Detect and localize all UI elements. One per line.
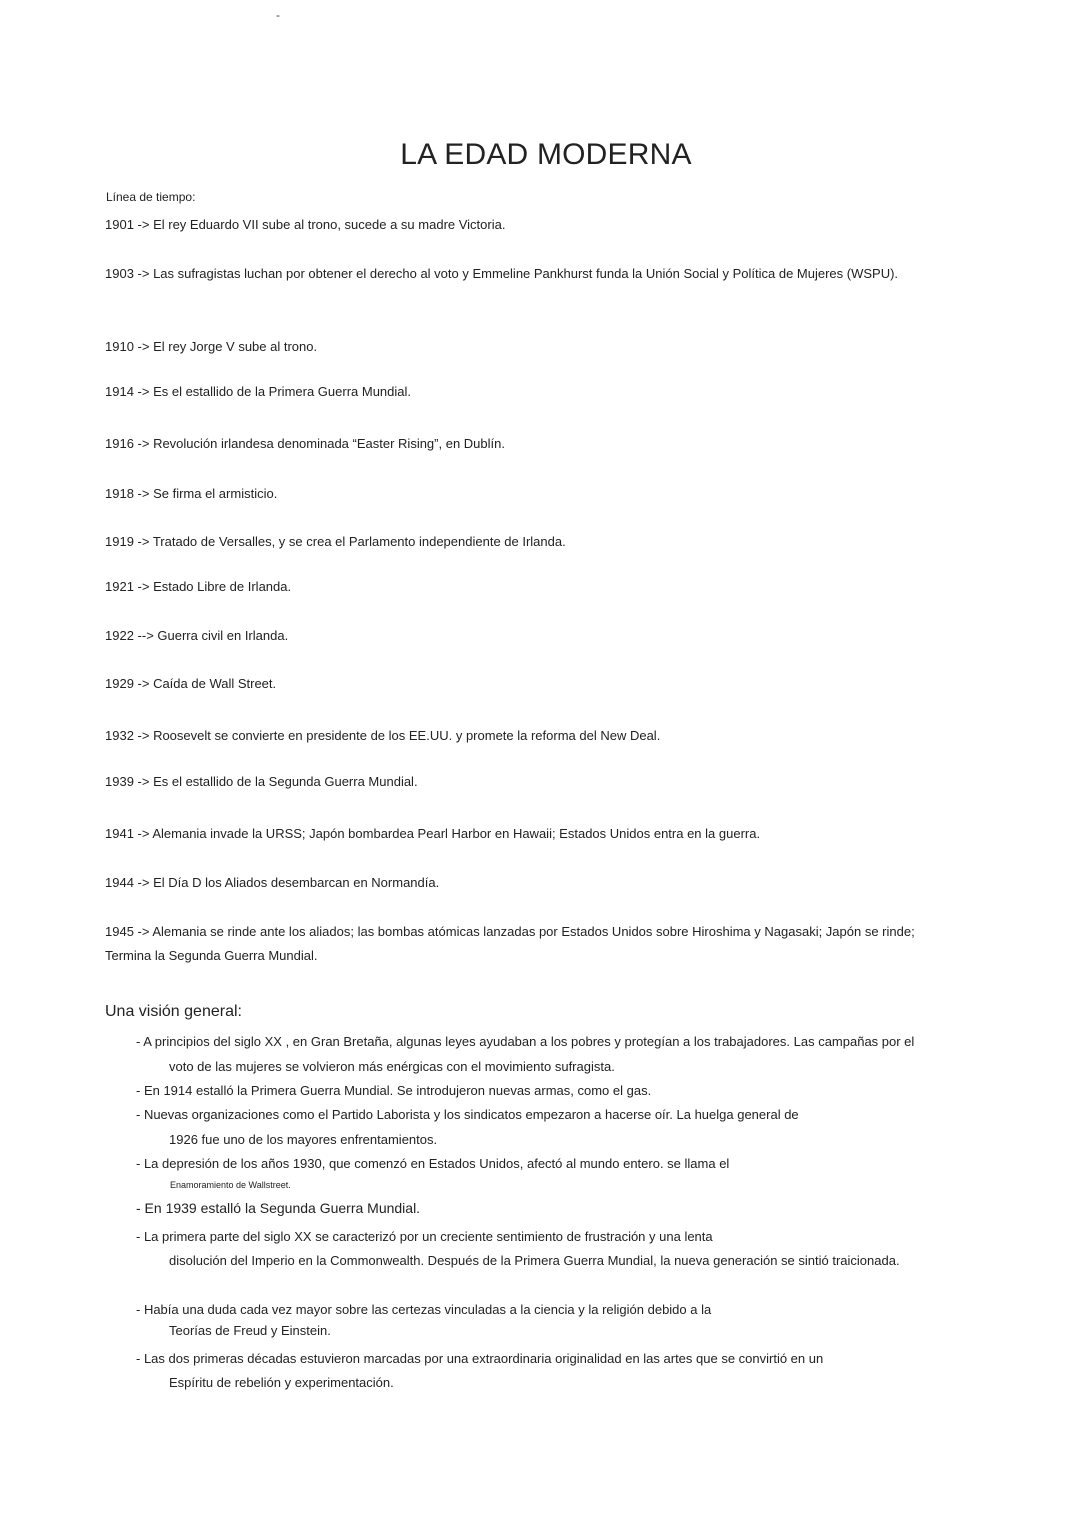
overview-item-4: - La depresión de los años 1930, que comenzó en Estados Unidos, afectó al mundo entero. se llama el xyxy=(136,1156,730,1171)
timeline-entry-1918: 1918 -> Se firma el armisticio. xyxy=(105,486,278,501)
overview-item-8: - Las dos primeras décadas estuvieron marcadas por una extraordinaria originalidad en las artes que se convirtió en un xyxy=(136,1351,824,1366)
stray-mark: - xyxy=(276,8,280,22)
overview-item-8-cont: Espíritu de rebelión y experimentación. xyxy=(169,1375,394,1390)
timeline-entry-1944: 1944 -> El Día D los Aliados desembarcan en Normandía. xyxy=(105,875,440,890)
timeline-entry-1929: 1929 -> Caída de Wall Street. xyxy=(105,676,277,691)
overview-item-6-cont: disolución del Imperio en la Commonwealth. Después de la Primera Guerra Mundial, la nueva generación se sintió traicionada. xyxy=(169,1253,900,1268)
timeline-label: Línea de tiempo: xyxy=(106,190,196,204)
timeline-entry-1941: 1941 -> Alemania invade la URSS; Japón bombardea Pearl Harbor en Hawaii; Estados Unidos entra en la guerra. xyxy=(105,826,761,841)
timeline-entry-1921: 1921 -> Estado Libre de Irlanda. xyxy=(105,579,292,594)
timeline-entry-1945-continuation: Termina la Segunda Guerra Mundial. xyxy=(105,948,318,963)
timeline-entry-1919: 1919 -> Tratado de Versalles, y se crea el Parlamento independiente de Irlanda. xyxy=(105,534,566,549)
overview-item-1-cont: voto de las mujeres se volvieron más enérgicas con el movimiento sufragista. xyxy=(169,1059,615,1074)
page-title: LA EDAD MODERNA xyxy=(400,138,692,171)
overview-item-3: - Nuevas organizaciones como el Partido Laborista y los sindicatos empezaron a hacerse oír. La huelga general de xyxy=(136,1107,799,1122)
overview-item-7: - Había una duda cada vez mayor sobre las certezas vinculadas a la ciencia y la religión debido a la xyxy=(136,1302,712,1317)
timeline-entry-1903: 1903 -> Las sufragistas luchan por obtener el derecho al voto y Emmeline Pankhurst funda la Unión Social y Política de Mujeres (WSPU). xyxy=(105,266,899,281)
overview-item-5: - En 1939 estalló la Segunda Guerra Mundial. xyxy=(136,1200,421,1216)
overview-item-4-small: Enamoramiento de Wallstreet. xyxy=(170,1180,291,1190)
timeline-entry-1910: 1910 -> El rey Jorge V sube al trono. xyxy=(105,339,318,354)
overview-item-6: - La primera parte del siglo XX se caracterizó por un creciente sentimiento de frustración y una lenta xyxy=(136,1229,713,1244)
timeline-entry-1945: 1945 -> Alemania se rinde ante los aliados; las bombas atómicas lanzadas por Estados Unidos sobre Hiroshima y Nagasaki; Japón se rinde; xyxy=(105,924,915,939)
timeline-entry-1901: 1901 -> El rey Eduardo VII sube al trono, sucede a su madre Victoria. xyxy=(105,217,506,232)
overview-item-2: - En 1914 estalló la Primera Guerra Mundial. Se introdujeron nuevas armas, como el gas. xyxy=(136,1083,652,1098)
overview-heading: Una visión general: xyxy=(105,1003,242,1020)
overview-item-7-cont: Teorías de Freud y Einstein. xyxy=(169,1323,331,1338)
timeline-entry-1932: 1932 -> Roosevelt se convierte en presidente de los EE.UU. y promete la reforma del New Deal. xyxy=(105,728,661,743)
timeline-entry-1914: 1914 -> Es el estallido de la Primera Guerra Mundial. xyxy=(105,384,412,399)
timeline-entry-1939: 1939 -> Es el estallido de la Segunda Guerra Mundial. xyxy=(105,774,418,789)
timeline-entry-1922: 1922 --> Guerra civil en Irlanda. xyxy=(105,628,289,643)
overview-item-3-cont: 1926 fue uno de los mayores enfrentamientos. xyxy=(169,1132,438,1147)
overview-item-1: - A principios del siglo XX , en Gran Bretaña, algunas leyes ayudaban a los pobres y protegían a los trabajadores. Las campañas por el xyxy=(136,1034,915,1049)
timeline-entry-1916: 1916 -> Revolución irlandesa denominada “Easter Rising”, en Dublín. xyxy=(105,436,505,451)
